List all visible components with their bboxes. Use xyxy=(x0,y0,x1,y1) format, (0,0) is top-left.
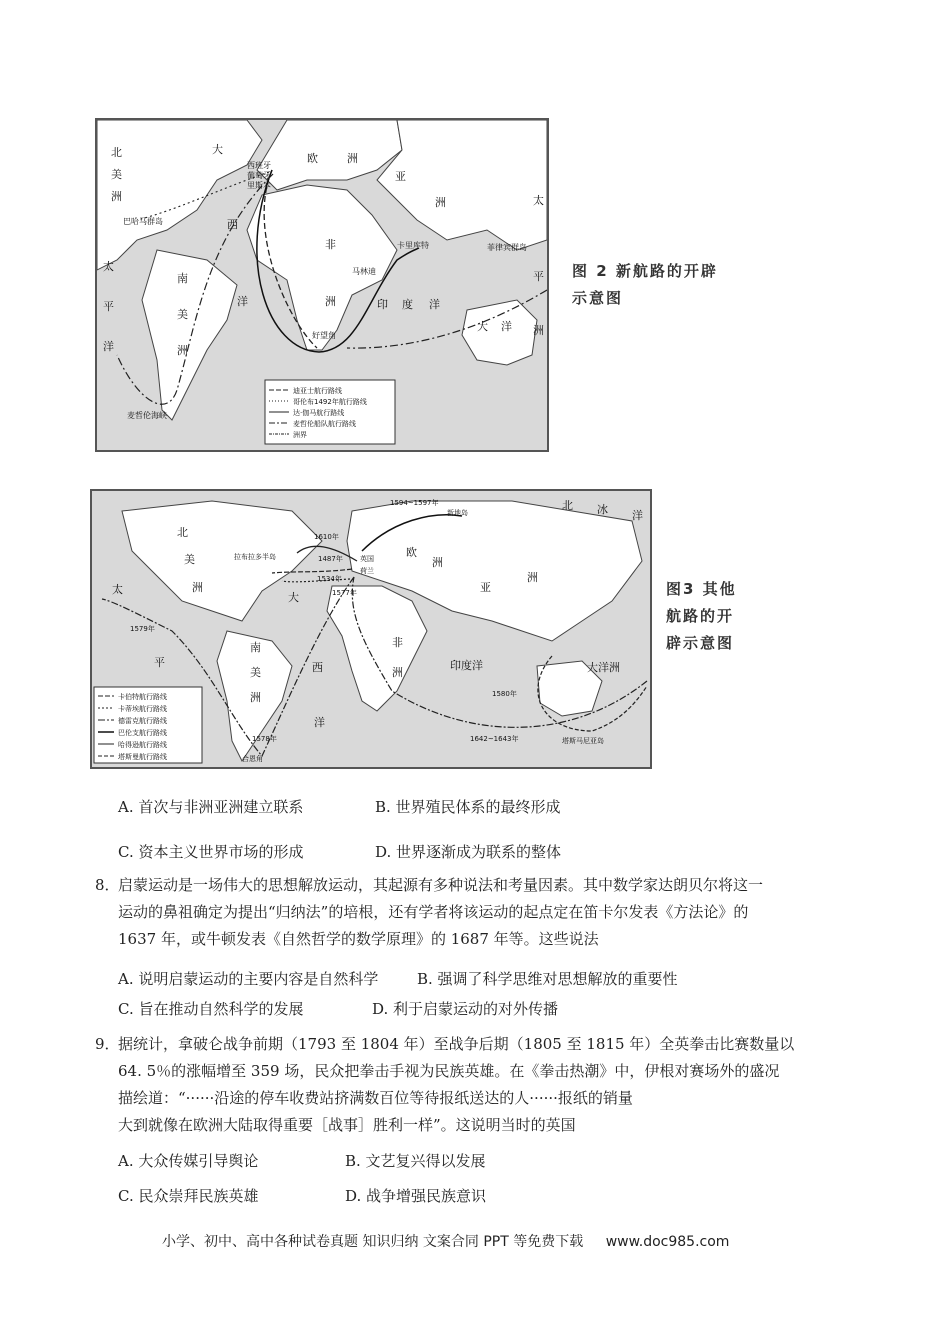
map1-legend-4: 洲界 xyxy=(293,431,307,439)
map-new-sea-routes xyxy=(95,118,549,452)
map1-label: 洲 xyxy=(325,295,336,308)
q9-option-b: B. 文艺复兴得以发展 xyxy=(345,1152,486,1170)
map2-label: 1642~1643年 xyxy=(470,735,519,743)
footer-text: 小学、初中、高中各种试卷真题 知识归纳 文案合同 PPT 等免费下载 xyxy=(162,1234,584,1250)
map2-label: 平 xyxy=(154,656,165,669)
map2-label: 合恩角 xyxy=(242,755,263,763)
map2-label: 洋 xyxy=(314,716,325,729)
map1-label: 度 xyxy=(402,298,413,311)
question-9 xyxy=(95,1031,855,1139)
map1-label: 洲 xyxy=(533,324,544,337)
map2-label: 冰 xyxy=(597,503,608,516)
map2-label: 1487年 xyxy=(318,555,343,563)
map2-label: 大洋洲 xyxy=(587,661,620,674)
map1-label: 好望角 xyxy=(312,331,336,340)
map2-label: 1579年 xyxy=(130,625,155,633)
map1-label: 里斯本 xyxy=(247,181,271,190)
question-9-line2: 64. 5％的涨幅增至 359 场，民众把拳击手视为民族英雄。在《拳击热潮》中，伊根对赛场外的盛况 xyxy=(118,1062,780,1080)
question-8 xyxy=(95,872,855,953)
map2-legend-2: 德雷克航行路线 xyxy=(118,717,167,725)
question-8-line2: 运动的鼻祖确定为提出“归纳法”的培根，还有学者将该运动的起点定在笛卡尔发表《方法论》的 xyxy=(118,903,749,921)
map2-label: 塔斯马尼亚岛 xyxy=(562,737,604,745)
map1-label: 洲 xyxy=(177,344,188,357)
map2-label: 美 xyxy=(250,666,261,679)
q7-option-b: B. 世界殖民体系的最终形成 xyxy=(375,798,561,816)
map1-label: 太 xyxy=(533,194,544,207)
map1-label: 西 xyxy=(227,218,238,231)
map1-label: 洋 xyxy=(103,340,114,353)
question-9-line4: 大到就像在欧洲大陆取得重要［战事］胜利一样”。这说明当时的英国 xyxy=(118,1116,576,1134)
map1-label: 太 xyxy=(103,260,114,273)
map2-label: 1580年 xyxy=(492,690,517,698)
map2-legend-3: 巴伦支航行路线 xyxy=(118,729,167,737)
map1-legend-1: 哥伦布1492年航行路线 xyxy=(293,398,367,406)
q7-option-a: A. 首次与非洲亚洲建立联系 xyxy=(118,798,304,816)
map2-label: 北 xyxy=(177,526,188,539)
map1-label: 美 xyxy=(177,308,188,321)
map2-label: 洲 xyxy=(432,556,443,569)
map2-label: 洋 xyxy=(632,509,643,522)
map2-label: 欧 xyxy=(406,546,417,559)
map1-label: 洋 xyxy=(237,295,248,308)
q9-option-d: D. 战争增强民族意识 xyxy=(345,1187,487,1205)
q7-option-c: C. 资本主义世界市场的形成 xyxy=(118,843,304,861)
map1-label: 巴哈马群岛 xyxy=(123,217,163,226)
question-8-line3: 1637 年，或牛顿发表《自然哲学的数学原理》的 1687 年等。这些说法 xyxy=(118,930,599,948)
map2-label: 1610年 xyxy=(314,533,339,541)
map1-legend-0: 迪亚士航行路线 xyxy=(293,387,342,395)
map2-label: 西 xyxy=(312,661,323,674)
map2-label: 1578年 xyxy=(252,735,277,743)
map2-label: 洲 xyxy=(250,691,261,704)
q8-option-d: D. 利于启蒙运动的对外传播 xyxy=(372,1000,559,1018)
map2-label: 洲 xyxy=(527,571,538,584)
map2-legend-1: 卡蒂埃航行路线 xyxy=(118,705,167,713)
map2-label: 1594~1597年 xyxy=(390,499,439,507)
map1-label: 平 xyxy=(103,300,114,313)
map1-label: 大 xyxy=(212,143,223,156)
q7-option-d: D. 世界逐渐成为联系的整体 xyxy=(375,843,562,861)
map2-label: 新地岛 xyxy=(447,509,468,517)
map1-label: 北 xyxy=(111,146,122,159)
map2-label: 荷兰 xyxy=(360,567,374,575)
question-9-line1: 据统计，拿破仑战争前期（1793 至 1804 年）至战争后期（1805 至 1815 年）全英拳击比赛数量以 xyxy=(118,1035,795,1053)
map1-label: 洋 xyxy=(501,320,512,333)
q9-option-a: A. 大众传媒引导舆论 xyxy=(118,1152,259,1170)
question-8-line1: 启蒙运动是一场伟大的思想解放运动，其起源有多种说法和考量因素。其中数学家达朗贝尔将这一 xyxy=(118,876,764,894)
map1-caption-line1: 图 2 新航路的开辟 xyxy=(572,262,718,280)
map1-label: 亚 xyxy=(395,170,406,183)
map1-label: 麦哲伦海峡 xyxy=(127,411,167,420)
question-9-number: 9． xyxy=(95,1035,120,1053)
map1-label: 大 xyxy=(477,320,488,333)
map2-caption-line3: 辟示意图 xyxy=(666,634,735,652)
question-8-number: 8． xyxy=(95,876,120,894)
map2-label: 太 xyxy=(112,583,123,596)
map1-label: 卡里库特 xyxy=(397,241,429,250)
question-9-line3: 描绘道：“······沿途的停车收费站挤满数百位等待报纸送达的人······报纸的销量 xyxy=(118,1089,633,1107)
footer xyxy=(162,1231,729,1251)
q8-option-b: B. 强调了科学思维对思想解放的重要性 xyxy=(417,970,678,988)
map1-label: 洲 xyxy=(347,152,358,165)
q8-option-c: C. 旨在推动自然科学的发展 xyxy=(118,1000,304,1018)
map1-label: 平 xyxy=(533,270,544,283)
map2-label: 印度洋 xyxy=(450,659,483,672)
map1-caption-line2: 示意图 xyxy=(572,289,624,307)
map2-label: 北 xyxy=(562,499,573,512)
map1-label: 洲 xyxy=(111,190,122,203)
map2-label: 南 xyxy=(250,641,261,654)
map1-label: 欧 xyxy=(307,152,318,165)
map1-label: 洋 xyxy=(429,298,440,311)
map2-label: 1577年 xyxy=(332,589,357,597)
map2-caption-line1: 图3 其他 xyxy=(666,580,737,598)
map2-label: 非 xyxy=(392,636,403,649)
map1-label: 葡萄牙 xyxy=(247,171,271,180)
map2-label: 美 xyxy=(184,553,195,566)
map1-label: 非 xyxy=(325,238,336,251)
map-other-sea-routes xyxy=(90,489,652,769)
map1-label: 洲 xyxy=(435,196,446,209)
map1-label: 菲律宾群岛 xyxy=(487,243,527,252)
map2-label: 拉布拉多半岛 xyxy=(234,553,276,561)
map1-label: 美 xyxy=(111,168,122,181)
map1-legend-2: 达·伽马航行路线 xyxy=(293,409,345,417)
map2-label: 洲 xyxy=(192,581,203,594)
map1-label: 印 xyxy=(377,298,388,311)
map1-label: 马林迪 xyxy=(352,267,376,276)
footer-url[interactable]: www.doc985.com xyxy=(605,1234,730,1250)
map2-label: 1534年 xyxy=(317,575,342,583)
map2-label: 洲 xyxy=(392,666,403,679)
q9-option-c: C. 民众崇拜民族英雄 xyxy=(118,1187,259,1205)
map2-label: 亚 xyxy=(480,581,491,594)
map2-label: 英国 xyxy=(360,555,374,563)
map2-caption-line2: 航路的开 xyxy=(666,607,735,625)
map2-legend-5: 塔斯曼航行路线 xyxy=(118,753,167,761)
map1-label: 西班牙 xyxy=(247,161,271,170)
q8-option-a: A. 说明启蒙运动的主要内容是自然科学 xyxy=(118,970,379,988)
map1-legend-3: 麦哲伦船队航行路线 xyxy=(293,420,356,428)
map2-legend-0: 卡伯特航行路线 xyxy=(118,693,167,701)
map2-legend-4: 哈得逊航行路线 xyxy=(118,741,167,749)
map1-label: 南 xyxy=(177,272,188,285)
map2-label: 大 xyxy=(288,591,299,604)
